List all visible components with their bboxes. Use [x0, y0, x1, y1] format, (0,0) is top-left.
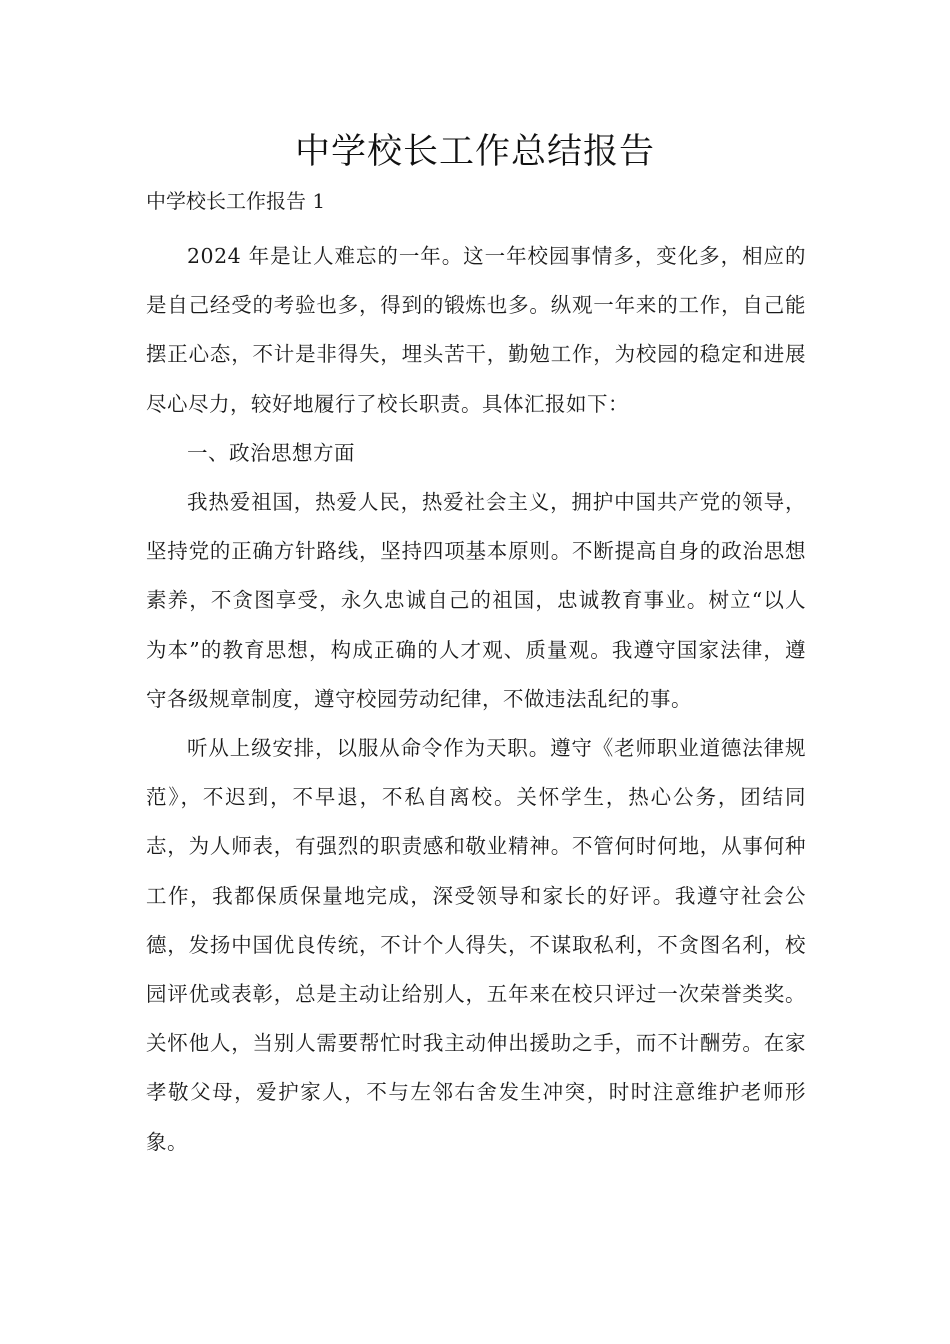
document-body	[146, 232, 806, 1167]
paragraph-political: 我热爱祖国，热爱人民，热爱社会主义，拥护中国共产党的领导，坚持党的正确方针路线，坚持四项基本原则。不断提高自身的政治思想素养，不贪图享受，永久忠诚自己的祖国，忠诚教育事业。树立“以人为本”的教育思想，构成正确的人才观、质量观。我遵守国家法律，遵守各级规章制度，遵守校园劳动纪律，不做违法乱纪的事。	[146, 490, 806, 711]
document-subtitle: 中学校长工作报告 1	[146, 189, 326, 213]
paragraph-discipline: 听从上级安排，以服从命令作为天职。遵守《老师职业道德法律规范》，不迟到，不早退，不私自离校。关怀学生，热心公务，团结同志，为人师表，有强烈的职责感和敬业精神。不管何时何地，从事何种工作，我都保质保量地完成，深受领导和家长的好评。我遵守社会公德，发扬中国优良传统，不计个人得失，不谋取私利，不贪图名利，校园评优或表彰，总是主动让给别人，五年来在校只评过一次荣誉类奖。关怀他人，当别人需要帮忙时我主动伸出援助之手，而不计酬劳。在家孝敬父母，爱护家人，不与左邻右舍发生冲突，时时注意维护老师形象。	[146, 736, 806, 1154]
document-title: 中学校长工作总结报告	[294, 132, 655, 172]
paragraph-intro: 2024 年是让人难忘的一年。这一年校园事情多，变化多，相应的是自己经受的考验也多，得到的锻炼也多。纵观一年来的工作，自己能摆正心态，不计是非得失，埋头苦干，勤勉工作，为校园的稳定和进展尽心尽力，较好地履行了校长职责。具体汇报如下：	[146, 244, 806, 416]
section-heading-political: 一、政治思想方面	[187, 440, 355, 465]
